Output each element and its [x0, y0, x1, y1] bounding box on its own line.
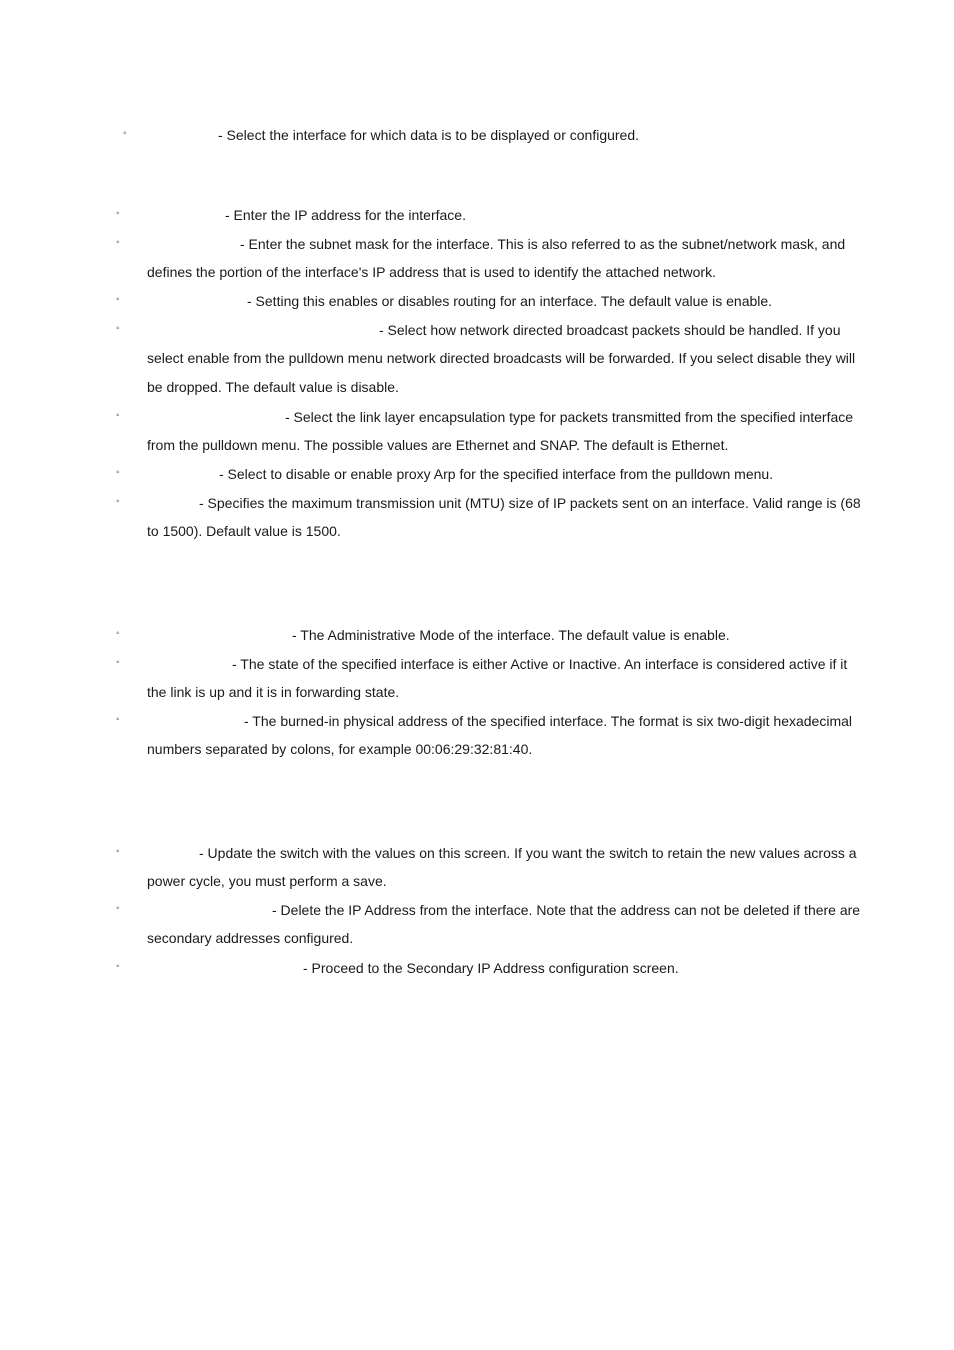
item-text-continued: be dropped. The default value is disable. — [147, 379, 399, 395]
bullet-icon: ◦ — [116, 237, 120, 248]
item-text-continued: the link is up and it is in forwarding state. — [147, 684, 400, 700]
item-text: - The burned-in physical address of the specified interface. The format is six two-digit hexadecimal — [244, 713, 853, 729]
item-text-continued: numbers separated by colons, for example 00:06:29:32:81:40. — [147, 741, 533, 757]
item-text-continued: from the pulldown menu. The possible values are Ethernet and SNAP. The default is Ethernet. — [147, 437, 729, 453]
bullet-icon: ◦ — [116, 294, 120, 305]
item-text: - The Administrative Mode of the interface. The default value is enable. — [292, 627, 730, 643]
bullet-icon: ◦ — [116, 323, 120, 334]
item-text: - Enter the IP address for the interface. — [225, 207, 466, 223]
item-text: - Delete the IP Address from the interface. Note that the address can not be deleted if there are — [272, 902, 861, 918]
bullet-icon: ◦ — [116, 467, 120, 478]
bullet-icon: ◦ — [116, 496, 120, 507]
item-text: - Select the interface for which data is to be displayed or configured. — [218, 127, 640, 143]
bullet-icon: ◦ — [116, 714, 120, 725]
item-text: - Select to disable or enable proxy Arp for the specified interface from the pulldown menu. — [219, 466, 774, 482]
bullet-icon: ◦ — [116, 208, 120, 219]
bullet-icon: ◦ — [123, 128, 127, 139]
bullet-icon: ◦ — [116, 846, 120, 857]
item-text-continued: defines the portion of the interface's IP address that is used to identify the attached network. — [147, 264, 716, 280]
item-text: - The state of the specified interface is either Active or Inactive. An interface is considered active if it — [232, 656, 848, 672]
item-text: - Setting this enables or disables routing for an interface. The default value is enable. — [247, 293, 773, 309]
item-text: - Enter the subnet mask for the interface. This is also referred to as the subnet/network mask, and — [240, 236, 846, 252]
item-text: - Specifies the maximum transmission unit (MTU) size of IP packets sent on an interface. Valid range is (68 — [199, 495, 861, 511]
item-text-continued: select enable from the pulldown menu network directed broadcasts will be forwarded. If you select disable they will — [147, 350, 856, 366]
item-text-continued: to 1500). Default value is 1500. — [147, 523, 341, 539]
bullet-icon: ◦ — [116, 410, 120, 421]
item-text: - Select how network directed broadcast packets should be handled. If you — [379, 322, 841, 338]
item-text: - Select the link layer encapsulation type for packets transmitted from the specified interface — [285, 409, 854, 425]
item-text: - Update the switch with the values on this screen. If you want the switch to retain the new values across a — [199, 845, 857, 861]
bullet-icon: ◦ — [116, 657, 120, 668]
bullet-icon: ◦ — [116, 628, 120, 639]
item-text-continued: secondary addresses configured. — [147, 930, 354, 946]
bullet-icon: ◦ — [116, 903, 120, 914]
item-text-continued: power cycle, you must perform a save. — [147, 873, 387, 889]
item-text: - Proceed to the Secondary IP Address configuration screen. — [303, 960, 679, 976]
bullet-icon: ◦ — [116, 961, 120, 972]
